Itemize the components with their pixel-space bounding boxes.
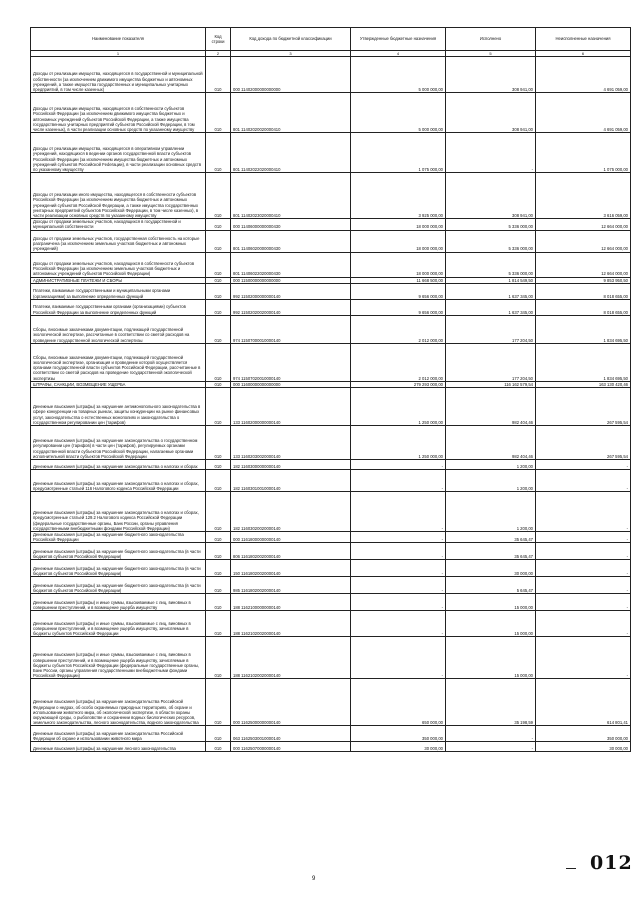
cell-name: Денежные взыскания (штрафы) и иные суммы, взыскиваемые с лиц, виновных в совершении преступлений, и в возмещение ущерба имуществу, зачисляемые в бюджеты субъектов Российской Федерации (федеральные государственные органы, Банк России, органы управления государственными внебюджетными фондами Российской Федерации) (31, 637, 206, 679)
table-row (31, 57, 631, 93)
cell-unexecuted: - (536, 594, 631, 611)
cell-unexecuted: - (536, 470, 631, 492)
cell-code: 010 (206, 577, 231, 594)
cell-class: 801 11402022020000410 (231, 133, 351, 173)
cell-unexecuted: 4 691 059,00 (536, 57, 631, 93)
cell-class: 000 11500000000000000 (231, 277, 351, 283)
cell-executed: - (446, 133, 536, 173)
cell-name: Денежные взыскания (штрафы) за нарушение законодательства Российской Федерации об охране и использовании животного мира (31, 726, 206, 742)
table-row (31, 742, 631, 752)
cell-approved: - (351, 577, 446, 594)
cell-approved: - (351, 492, 446, 532)
cell-unexecuted: 1 834 695,50 (536, 315, 631, 343)
cell-name: Денежные взыскания (штрафы) за нарушение антимонопольного законодательства в сфере конкуренции на товарных рынках, защиты конкуренции на рынке финансовых услуг, законодательства о естественных монополиях и законодательства о государственном регулировании цен (тарифов) (31, 388, 206, 426)
table-row (31, 343, 631, 381)
table-row (31, 560, 631, 577)
cell-code: 010 (206, 742, 231, 752)
table-row (31, 637, 631, 679)
cell-approved: 650 000,00 (351, 679, 446, 726)
header-row (31, 28, 631, 51)
cell-executed: 15 000,00 (446, 611, 536, 637)
col-number: 5 (446, 51, 536, 57)
table-body (31, 57, 631, 752)
cell-code: 010 (206, 230, 231, 252)
cell-code: 010 (206, 460, 231, 470)
cell-class: 133 11602030020000140 (231, 426, 351, 460)
cell-name: Денежные взыскания (штрафы) и иные суммы, взыскиваемые с лиц, виновных в совершении преступлений, и в возмещение ущерба имуществу (31, 594, 206, 611)
cell-executed: 1 814 549,50 (446, 277, 536, 283)
cell-unexecuted: 1 834 695,50 (536, 343, 631, 381)
cell-unexecuted: 8 018 655,00 (536, 299, 631, 315)
cell-approved: 350 000,00 (351, 726, 446, 742)
table-row (31, 173, 631, 219)
col-number: 6 (536, 51, 631, 57)
cell-code: 010 (206, 277, 231, 283)
cell-class: 182 11603020020000140 (231, 492, 351, 532)
cell-name: ШТРАФЫ, САНКЦИИ, ВОЗМЕЩЕНИЕ УЩЕРБА (31, 381, 206, 387)
cell-code: 010 (206, 532, 231, 543)
cell-class: 974 11507000010000140 (231, 315, 351, 343)
cell-class: 801 11406022020000430 (231, 252, 351, 277)
cell-code: 010 (206, 252, 231, 277)
cell-code: 010 (206, 57, 231, 93)
cell-executed: 1 200,00 (446, 492, 536, 532)
cell-code: 010 (206, 611, 231, 637)
cell-unexecuted: 4 691 059,00 (536, 93, 631, 133)
cell-executed: 1 200,00 (446, 460, 536, 470)
cell-name: Денежные взыскания (штрафы) за нарушение лесного законодательства (31, 742, 206, 752)
cell-class: 801 11406020000000430 (231, 230, 351, 252)
cell-unexecuted: - (536, 532, 631, 543)
cell-name: Доходы от реализации иного имущества, находящегося в собственности субъектов Российской Федерации (за исключением имущества бюджетных и автономных учреждений субъектов Российской Федерации, а также имущества государственных унитарных предприятий субъектов Российской Федерации, в том числе казенных), в части реализации основных средств по указанному имуществу (31, 173, 206, 219)
cell-approved: 3 925 000,00 (351, 173, 446, 219)
cell-approved: - (351, 560, 446, 577)
cell-executed: 1 637 345,00 (446, 283, 536, 299)
cell-executed: 15 000,00 (446, 594, 536, 611)
cell-approved: - (351, 543, 446, 560)
table-row (31, 388, 631, 426)
table-row (31, 283, 631, 299)
cell-name: Денежные взыскания (штрафы) и иные суммы, взыскиваемые с лиц, виновных в совершении преступлений, и в возмещение ущерба имуществу, зачисляемые в бюджеты субъектов Российской Федерации (31, 611, 206, 637)
cell-unexecuted: 12 664 000,00 (536, 252, 631, 277)
header-name: Наименование показателя (31, 28, 206, 51)
cell-approved: 1 075 000,00 (351, 133, 446, 173)
cell-unexecuted: - (536, 543, 631, 560)
cell-executed: 35 645,47 (446, 543, 536, 560)
cell-approved: 5 000 000,00 (351, 57, 446, 93)
cell-unexecuted: 614 801,41 (536, 679, 631, 726)
cell-class: 182 11603000000000140 (231, 460, 351, 470)
cell-executed: 308 941,00 (446, 57, 536, 93)
cell-executed: 5 336 000,00 (446, 230, 536, 252)
cell-class: 000 11625000000000140 (231, 679, 351, 726)
header-class: Код дохода по бюджетной классификации (231, 28, 351, 51)
cell-name: Денежные взыскания (штрафы) за нарушение бюджетного законодательства Российской Федерации (31, 532, 206, 543)
cell-name: Денежные взыскания (штрафы) за нарушение бюджетного законодательства (в части бюджетов субъектов Российской Федерации) (31, 577, 206, 594)
cell-executed: 5 336 000,00 (446, 252, 536, 277)
cell-class: 150 11618020020000140 (231, 560, 351, 577)
cell-class: 000 11625070000000140 (231, 742, 351, 752)
cell-class: 182 11603010010000140 (231, 470, 351, 492)
table-row (31, 543, 631, 560)
cell-class: 806 11618020020000140 (231, 543, 351, 560)
table-row (31, 93, 631, 133)
cell-code: 010 (206, 470, 231, 492)
cell-name: Доходы от продажи земельных участков, находящихся в государственной и муниципальной собственности (31, 219, 206, 230)
cell-name: АДМИНИСТРАТИВНЫЕ ПЛАТЕЖИ И СБОРЫ (31, 277, 206, 283)
cell-name: Доходы от реализации имущества, находящегося в оперативном управлении учреждений, находящихся в ведении органов государственной власти субъектов Российской Федерации (за исключением имущества бюджетных и автономных учреждений субъектов Российской Federации), в части реализации основных средств по указанному имуществу (31, 133, 206, 173)
cell-unexecuted: 8 018 655,00 (536, 283, 631, 299)
cell-approved: 18 000 000,00 (351, 219, 446, 230)
cell-executed: 982 404,46 (446, 388, 536, 426)
cell-class: 188 11621020020000140 (231, 611, 351, 637)
table-row (31, 594, 631, 611)
cell-name: Денежные взыскания (штрафы) за нарушение бюджетного законодательства (в части бюджетов субъектов Российской Федерации) (31, 543, 206, 560)
cell-approved: 18 000 000,00 (351, 252, 446, 277)
cell-code: 010 (206, 283, 231, 299)
table-row (31, 299, 631, 315)
cell-code: 010 (206, 133, 231, 173)
cell-name: Денежные взыскания (штрафы) за нарушение законодательства о налогах и сборах, предусмотренные статьей 129.2 Налогового кодекса Российской Федерации (федеральные государственные органы, Банк России, органы управления государственными внебюджетными фондами Российской Федерации) (31, 492, 206, 532)
col-number: 2 (206, 51, 231, 57)
table-row (31, 492, 631, 532)
table-row (31, 470, 631, 492)
cell-approved: 1 250 000,00 (351, 388, 446, 426)
cell-unexecuted: - (536, 460, 631, 470)
cell-name: Денежные взыскания (штрафы) за нарушение законодательства Российской Федерации о недрах, об особо охраняемых природных территориях, об охране и использовании животного мира, об экологической экспертизе, в области охраны окружающей среды, о рыболовстве и сохранении водных биологических ресурсов, земельного законодательства, лесного законодательства, водного законодательства (31, 679, 206, 726)
cell-unexecuted: 30 000,00 (536, 742, 631, 752)
cell-approved: 9 656 000,00 (351, 299, 446, 315)
cell-executed: 177 204,50 (446, 315, 536, 343)
cell-unexecuted: 350 000,00 (536, 726, 631, 742)
cell-name: Доходы от реализации имущества, находящегося в государственной и муниципальной собственности (за исключением движимого имущества бюджетных и автономных учреждений, а также имущества государственных и муниципальных унитарных предприятий, в том числе казенных) (31, 57, 206, 93)
table-row (31, 726, 631, 742)
cell-code: 010 (206, 343, 231, 381)
cell-executed: 35 645,47 (446, 532, 536, 543)
cell-code: 010 (206, 219, 231, 230)
table-row (31, 679, 631, 726)
table-row (31, 532, 631, 543)
cell-executed: 5 645,47 (446, 577, 536, 594)
cell-code: 010 (206, 381, 231, 387)
cell-class: 188 11621000000000140 (231, 594, 351, 611)
table-row (31, 315, 631, 343)
cell-class: 992 11502000000000140 (231, 283, 351, 299)
table-row (31, 230, 631, 252)
col-number: 1 (31, 51, 206, 57)
cell-approved: - (351, 637, 446, 679)
cell-unexecuted: 163 130 420,46 (536, 381, 631, 387)
cell-code: 010 (206, 315, 231, 343)
table-row (31, 460, 631, 470)
cell-approved: - (351, 470, 446, 492)
cell-code: 010 (206, 637, 231, 679)
cell-code: 010 (206, 594, 231, 611)
cell-class: 000 11406000000000430 (231, 219, 351, 230)
cell-unexecuted: 1 075 000,00 (536, 133, 631, 173)
report-table (30, 27, 631, 752)
cell-executed: 1 637 345,00 (446, 299, 536, 315)
cell-code: 010 (206, 726, 231, 742)
cell-code: 010 (206, 492, 231, 532)
cell-executed: 5 336 000,00 (446, 219, 536, 230)
header-executed: Исполнено (446, 28, 536, 51)
sheet-stamp: 012 (590, 852, 633, 874)
cell-executed: - (446, 742, 536, 752)
cell-executed: 982 404,46 (446, 426, 536, 460)
cell-class: 974 11507020010000140 (231, 343, 351, 381)
cell-name: Платежи, взимаемые государственными и муниципальными органами (организациями) за выполнение определенных функций (31, 283, 206, 299)
cell-approved: 279 293 000,00 (351, 381, 446, 387)
cell-class: 985 11618020020000140 (231, 577, 351, 594)
cell-approved: 5 000 000,00 (351, 93, 446, 133)
cell-executed: 308 941,00 (446, 93, 536, 133)
cell-name: Денежные взыскания (штрафы) за нарушение законодательства о государственном регулировании цен (тарифов) в части цен (тарифов), регулируемых органами государственной власти субъектов Российской Федерации, налагаемые органами исполнительной власти субъектов Российской Федерации (31, 426, 206, 460)
cell-code: 010 (206, 679, 231, 726)
cell-name: Денежные взыскания (штрафы) за нарушение законодательства о налогах и сборах (31, 460, 206, 470)
cell-class: 801 11402023020000410 (231, 173, 351, 219)
header-code: Код строки (206, 28, 231, 51)
table-row (31, 611, 631, 637)
cell-code: 010 (206, 299, 231, 315)
cell-class: 000 11402000000000000 (231, 57, 351, 93)
header-approved: Утвержденные бюджетные назначения (351, 28, 446, 51)
cell-unexecuted: 12 664 000,00 (536, 230, 631, 252)
cell-executed: 35 198,59 (446, 679, 536, 726)
cell-approved: - (351, 460, 446, 470)
cell-name: Доходы от реализации имущества, находящегося в собственности субъектов Российской Федерации (за исключением движимого имущества бюджетных и автономных учреждений субъектов Российской Федерации, а также имущества государственных унитарных предприятий субъектов Российской Федерации, в том числе казенных), в части реализации основных средств по указанному имуществу (31, 93, 206, 133)
cell-executed: 30 000,00 (446, 560, 536, 577)
cell-unexecuted: - (536, 637, 631, 679)
table-row (31, 426, 631, 460)
cell-name: Денежные взыскания (штрафы) за нарушение законодательства о налогах и сборах, предусмотренные статьей 116 Налогового кодекса Российской Федерации (31, 470, 206, 492)
cell-class: 801 11402020020000410 (231, 93, 351, 133)
cell-unexecuted: - (536, 611, 631, 637)
cell-unexecuted: 267 595,54 (536, 426, 631, 460)
cell-class: 063 11625030010000140 (231, 726, 351, 742)
cell-approved: 2 012 000,00 (351, 343, 446, 381)
cell-unexecuted: 9 853 950,50 (536, 277, 631, 283)
cell-code: 010 (206, 560, 231, 577)
page-number: 9 (312, 876, 316, 882)
cell-class: 000 11600000000000000 (231, 381, 351, 387)
cell-code: 010 (206, 173, 231, 219)
cell-approved: 18 000 000,00 (351, 230, 446, 252)
cell-name: Платежи, взимаемые государственными органами (организациями) субъектов Российской Федерации за выполнение определенных функций (31, 299, 206, 315)
cell-unexecuted: - (536, 560, 631, 577)
table-row (31, 252, 631, 277)
cell-approved: 11 668 500,00 (351, 277, 446, 283)
table-row (31, 577, 631, 594)
cell-approved: - (351, 611, 446, 637)
table-row (31, 219, 631, 230)
cell-name: Денежные взыскания (штрафы) за нарушение бюджетного законодательства (в части бюджетов субъектов Российской Федерации) (31, 560, 206, 577)
cell-executed: 15 000,00 (446, 637, 536, 679)
cell-approved: 9 656 000,00 (351, 283, 446, 299)
cell-class: 000 11618000000000140 (231, 532, 351, 543)
cell-executed: 1 200,00 (446, 470, 536, 492)
cell-name: Доходы от продажи земельных участков, находящихся в собственности субъектов Российской Федерации (за исключением земельных участков бюджетных и автономных учреждений субъектов Российской Федерации) (31, 252, 206, 277)
cell-code: 010 (206, 93, 231, 133)
cell-name: Сборы, вносимые заказчиками документации, подлежащей государственной экологической экспертизе, рассчитанные в соответствии со сметой расходов на проведение государственной экологической экспертизы (31, 315, 206, 343)
cell-unexecuted: 12 664 000,00 (536, 219, 631, 230)
col-number: 4 (351, 51, 446, 57)
cell-unexecuted: - (536, 577, 631, 594)
cell-code: 010 (206, 426, 231, 460)
cell-approved: 1 250 000,00 (351, 426, 446, 460)
col-number: 3 (231, 51, 351, 57)
cell-class: 992 11502020020000140 (231, 299, 351, 315)
cell-unexecuted: - (536, 492, 631, 532)
cell-class: 133 11602000000000140 (231, 388, 351, 426)
cell-code: 010 (206, 388, 231, 426)
cell-code: 010 (206, 543, 231, 560)
stamp-dash (566, 868, 576, 869)
cell-unexecuted: 3 616 059,00 (536, 173, 631, 219)
cell-executed: 308 941,00 (446, 173, 536, 219)
table-row (31, 133, 631, 173)
cell-name: Доходы от продажи земельных участков, государственная собственность на которые разграничена (за исключением земельных участков бюджетных и автономных учреждений) (31, 230, 206, 252)
header-unexecuted: Неисполненные назначения (536, 28, 631, 51)
cell-class: 188 11621020020000140 (231, 637, 351, 679)
cell-name: Сборы, вносимые заказчиками документации, подлежащей государственной экологической экспертизе, организация и проведение которой осуществляется органами государственной власти субъектов Российской Федерации, рассчитанные в соответствии со сметой расходов на проведение государственной экологической экспертизы (31, 343, 206, 381)
cell-executed: - (446, 726, 536, 742)
cell-unexecuted: 267 595,54 (536, 388, 631, 426)
cell-approved: 2 012 000,00 (351, 315, 446, 343)
cell-approved: - (351, 532, 446, 543)
cell-executed: 116 162 579,54 (446, 381, 536, 387)
cell-approved: 30 000,00 (351, 742, 446, 752)
cell-approved: - (351, 594, 446, 611)
cell-executed: 177 204,50 (446, 343, 536, 381)
